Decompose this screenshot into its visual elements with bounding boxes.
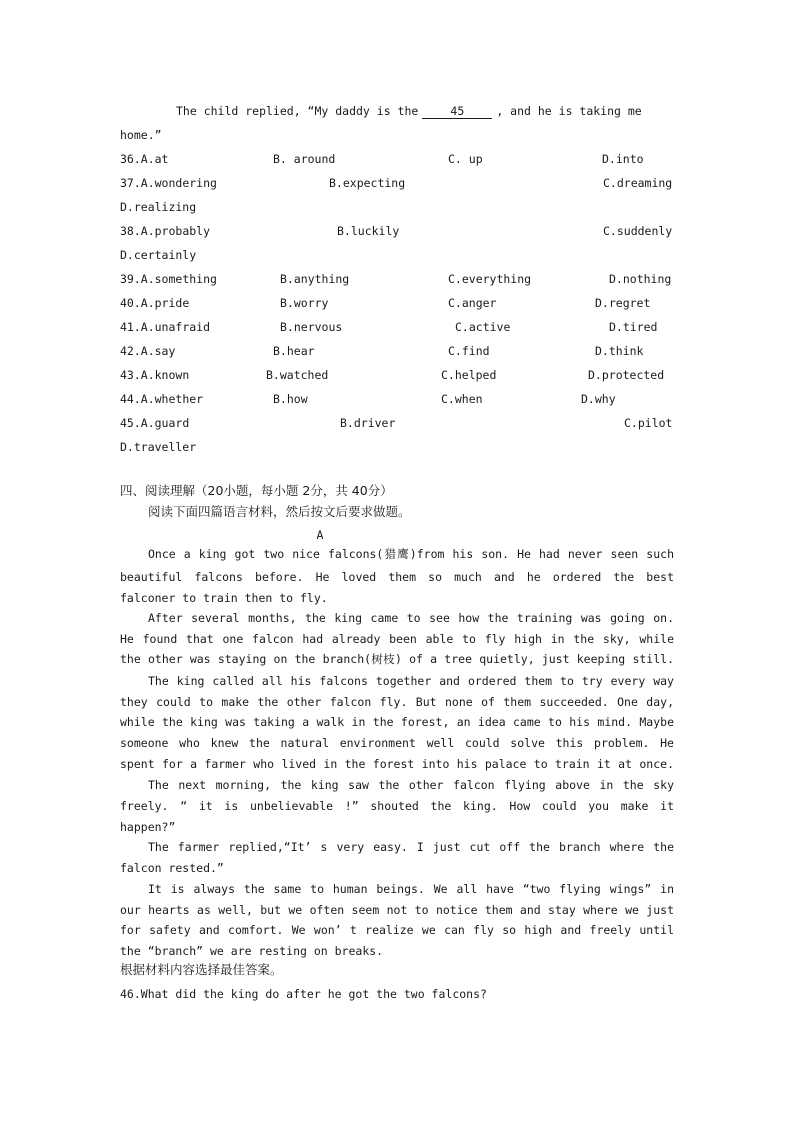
blank-45: 45	[422, 105, 492, 119]
option-d: D.certainly	[120, 248, 197, 262]
option-d: D.nothing	[609, 272, 672, 286]
passage-line: someone who knew the natural environment well could solve this problem. He	[120, 736, 674, 750]
cloze-text-post: , and he is taking me	[496, 104, 642, 118]
passage-line: After several months, the king came to see how the training was going on.	[148, 611, 674, 625]
passage-line: falconer to train then to fly.	[120, 591, 328, 605]
option-a: 44.A.whether	[120, 392, 204, 406]
passage-line: the “branch” we are resting on breaks.	[120, 944, 384, 958]
passage-line: It is always the same to human beings. We all have “two flying wings” in	[148, 882, 674, 896]
option-b: B.how	[273, 392, 308, 406]
passage-line: they could to make the other falcon fly. But none of them succeeded. One day,	[120, 695, 674, 709]
passage-line: for safety and comfort. We won’ t realize we can fly so high and freely until	[120, 923, 674, 937]
option-a: 40.A.pride	[120, 296, 190, 310]
cloze-text-pre: The child replied, “My daddy is the	[176, 104, 419, 118]
option-b: B.worry	[280, 296, 329, 310]
option-b: B.driver	[340, 416, 396, 430]
option-c: C.when	[441, 392, 483, 406]
passage-line: The farmer replied,“It’ s very easy. I just cut off the branch where the	[148, 840, 674, 854]
option-c: C.suddenly	[603, 224, 673, 238]
section-instruction: 阅读下面四篇语言材料，然后按文后要求做题。	[148, 504, 411, 519]
option-a: 38.A.probably	[120, 224, 211, 238]
option-d: D.protected	[588, 368, 665, 382]
option-b: B.watched	[266, 368, 329, 382]
passage-line: freely. “ it is unbelievable !” shouted the king. How could you make it	[120, 799, 674, 813]
option-a: 42.A.say	[120, 344, 176, 358]
passage-line: happen?”	[120, 820, 176, 834]
option-c: C.find	[448, 344, 490, 358]
question-46: 46.What did the king do after he got the two falcons?	[120, 987, 487, 1001]
option-a: 43.A.known	[120, 368, 190, 382]
passage-line: while the king was taking a walk in the forest, an idea came to his mind. Maybe	[120, 715, 674, 729]
option-c: C.everything	[448, 272, 532, 286]
option-a: 37.A.wondering	[120, 176, 217, 190]
option-b: B. around	[273, 152, 336, 166]
option-c: C.pilot	[624, 416, 673, 430]
option-c: C.dreaming	[603, 176, 673, 190]
option-b: B.nervous	[280, 320, 343, 334]
passage-line: The next morning, the king saw the other falcon flying above in the sky	[148, 778, 674, 792]
section-heading: 四、阅读理解（20小题，每小题 2分，共 40分）	[120, 483, 393, 498]
option-d: D.think	[595, 344, 644, 358]
option-a: 36.A.at	[120, 152, 169, 166]
passage-line: The king called all his falcons together and ordered them to try every way	[148, 674, 674, 688]
passage-line: beautiful falcons before. He loved them so much and he ordered the best	[120, 570, 674, 584]
passage-line: spent for a farmer who lived in the forest into his palace to train it at once.	[120, 757, 674, 771]
option-d: D.regret	[595, 296, 651, 310]
option-d: D.realizing	[120, 200, 197, 214]
passage-label: A	[316, 528, 324, 542]
option-d: D.tired	[609, 320, 658, 334]
option-a: 45.A.guard	[120, 416, 190, 430]
option-b: B.expecting	[329, 176, 406, 190]
option-d: D.into	[602, 152, 644, 166]
passage-line: falcon rested.”	[120, 861, 224, 875]
option-c: C. up	[448, 152, 483, 166]
cloze-line-2: home.”	[120, 128, 162, 142]
choose-instruction: 根据材料内容选择最佳答案。	[120, 962, 283, 977]
passage-line: the other was staying on the branch(树枝) of a tree quietly, just keeping still.	[120, 652, 674, 666]
passage-line: our hearts as well, but we often seem not to notice them and stay where we just	[120, 903, 674, 917]
option-b: B.luckily	[337, 224, 400, 238]
option-d: D.why	[581, 392, 616, 406]
option-a: 41.A.unafraid	[120, 320, 211, 334]
option-b: B.anything	[280, 272, 350, 286]
passage-line: He found that one falcon had already been able to fly high in the sky, while	[120, 632, 674, 646]
option-c: C.active	[455, 320, 511, 334]
option-b: B.hear	[273, 344, 315, 358]
option-a: 39.A.something	[120, 272, 217, 286]
option-d: D.traveller	[120, 440, 197, 454]
cloze-line-1	[120, 104, 674, 119]
passage-line: Once a king got two nice falcons(猎鹰)from his son. He had never seen such	[148, 547, 674, 561]
option-c: C.helped	[441, 368, 497, 382]
option-c: C.anger	[448, 296, 497, 310]
